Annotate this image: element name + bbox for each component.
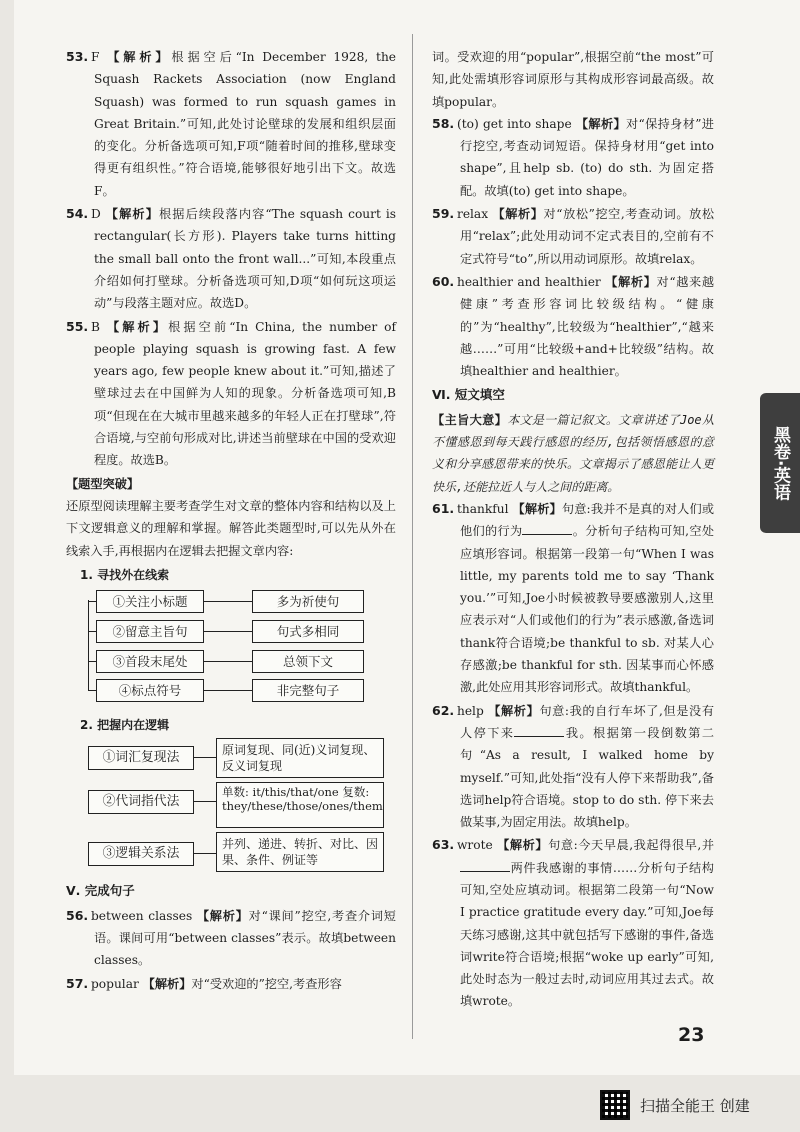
internal-logic-diagram (66, 738, 396, 874)
clue-right-3: 总领下文 (252, 650, 364, 673)
page-number: 23 (678, 1024, 705, 1046)
scanner-watermark (600, 1090, 750, 1120)
answer-55: 55. B 【解析】根据空前“In China, the number of people playing squash is growing fast. A few years ago, few people knew about it.”可知,描述了壁球过去在中国鲜为人知的现象。分析备选项可知,B项“但现在在大城市里越来越多的年轻人正在打壁球”,符合语境,与空前句形成对比,讲述当前壁球在中国的受欢迎程度。故选B。 (66, 318, 397, 468)
answer-60: 60. healthier and healthier 【解析】对“越来越健康”考查形容词比较级结构。“健康的”为“healthy”,比较级为“healthier”,“越来越……”可用“比较级+and+比较级”结构。故填healthier and healthier。 (432, 273, 715, 379)
subject-side-tab: 黑卷·英语 (760, 393, 800, 533)
logic-right-2: 单数: it/this/that/one 复数: they/these/those/ones/them (216, 782, 384, 828)
column-divider (412, 34, 413, 1039)
answer-59: 59. relax 【解析】对“放松”挖空,考查动词。放松用“relax”;此处用动词不定式表目的,空前有不定式符号“to”,所以用动词原形。故填relax。 (432, 206, 715, 266)
logic-left-2: ②代词指代法 (88, 790, 194, 814)
section-6-heading: Ⅵ. 短文填空 (432, 387, 505, 403)
external-clues-diagram (66, 590, 396, 708)
answer-58: 58. (to) get into shape 【解析】对“保持身材”进行挖空,考查动词短语。保持身材用“get into shape”,且help sb. (to) do sth. 为固定搭配。故填(to) get into shape。 (432, 115, 714, 198)
section-5-heading: Ⅴ. 完成句子 (66, 883, 135, 899)
answer-63: 63. wrote 【解析】句意:今天早晨,我起得很早,并两件我感谢的事情……分析句子结构可知,空处应填动词。根据第二段第一句“Now I practice gratitude every day.”可知,Joe每天练习感谢,这其中就包括写下感谢的事件,备选词write符合语境;根据“woke up early”可知,此处时态为一般过去时,动词应用其过去式。故填wrote。 (432, 837, 715, 1009)
answer-57: 57. popular 【解析】对“受欢迎的”挖空,考查形容 (66, 975, 342, 991)
clue-right-1: 多为祈使句 (252, 590, 364, 613)
watermark-text: 扫描全能王 创建 (640, 1096, 750, 1115)
logic-left-1: ①词汇复现法 (88, 746, 194, 770)
clue-left-1: ①关注小标题 (96, 590, 204, 613)
logic-left-3: ③逻辑关系法 (88, 842, 194, 866)
right-column (432, 46, 714, 1014)
subheading-external-clues: 1. 寻找外在线索 (80, 567, 170, 582)
page-sheet (14, 0, 800, 1075)
logic-right-1: 原词复现、同(近)义词复现、反义词复现 (216, 738, 384, 778)
fill-blank (514, 724, 564, 737)
clue-left-4: ④标点符号 (96, 679, 204, 702)
answer-62: 62. help 【解析】句意:我的自行车坏了,但是没有人停下来 我。根据第一段倒数第二句“As a result, I walked home by myself.”可知,此处指“没有人停下来帮助我”,备选词help符合语境。stop to do sth. 停下来去做某事,为固定用法。故填help。 (432, 702, 715, 830)
qr-code-icon (600, 1090, 630, 1120)
clue-right-2: 句式多相同 (252, 620, 364, 643)
breakthrough-title: 【题型突破】 (66, 476, 140, 491)
clue-left-2: ②留意主旨句 (96, 620, 204, 643)
answer-54: 54. D 【解析】根据后续段落内容“The squash court is rectangular(长方形). Players take turns hitting the small ball onto the front wall...”可知,本段重点介绍如何打壁球。分析备选项可知,D项“如何玩这项运动”与段落主题对应。故选D。 (66, 206, 396, 311)
main-idea: 【主旨大意】本文是一篇记叙文。文章讲述了Joe从不懂感恩到每天践行感恩的经历,包括领悟感恩的意义和分享感恩带来的快乐。文章揭示了感恩能让人更快乐,还能拉近人与人之间的距离。 (432, 412, 714, 494)
left-column (66, 46, 396, 996)
fill-blank (522, 522, 572, 535)
answer-53: 53. F 【解析】根据空后“In December 1928, the Squash Rackets Association (now England Squash) was formed to run squash games in Great Britain.”可知,此处讨论壁球的发展和组织层面的变化。分析备选项可知,F项“随着时间的推移,壁球变得更有组织性。”符合语境,能够很好地引出下文。故选F。 (66, 49, 396, 198)
answer-61: 61. thankful 【解析】句意:我并不是真的对人们或他们的行为 。分析句子结构可知,空处应填形容词。根据第一段第一句“When I was little, my parents told me to say ‘Thank you.’”可知,Joe小时候被教导要感激别人,这里应表示对“人们或他们的行为”表示感激,备选词thank符合语境;be thankful to sb. 对某人心存感激;be thankful for sth. 因某事而心怀感激,此处应用其形容词形式。故填thankful。 (432, 500, 715, 695)
subheading-internal-logic: 2. 把握内在逻辑 (80, 718, 170, 733)
breakthrough-text: 还原型阅读理解主要考查学生对文章的整体内容和结构以及上下文逻辑意义的理解和掌握。解答此类题型时,可以先从外在线索入手,再根据内在逻辑去把握文章内容: (66, 498, 396, 558)
logic-right-3: 并列、递进、转折、对比、因果、条件、例证等 (216, 832, 384, 872)
answer-56: 56. between classes 【解析】对“课间”挖空,考查介词短语。课间可用“between classes”表示。故填between classes。 (66, 907, 396, 968)
clue-right-4: 非完整句子 (252, 679, 364, 702)
fill-blank (460, 859, 510, 872)
clue-left-3: ③首段末尾处 (96, 650, 204, 673)
diagram-bracket (88, 600, 89, 690)
answer-57-continued: 词。受欢迎的用“popular”,根据空前“the most”可知,此处需填形容词原形与其构成形容词最高级。故填popular。 (432, 50, 714, 109)
